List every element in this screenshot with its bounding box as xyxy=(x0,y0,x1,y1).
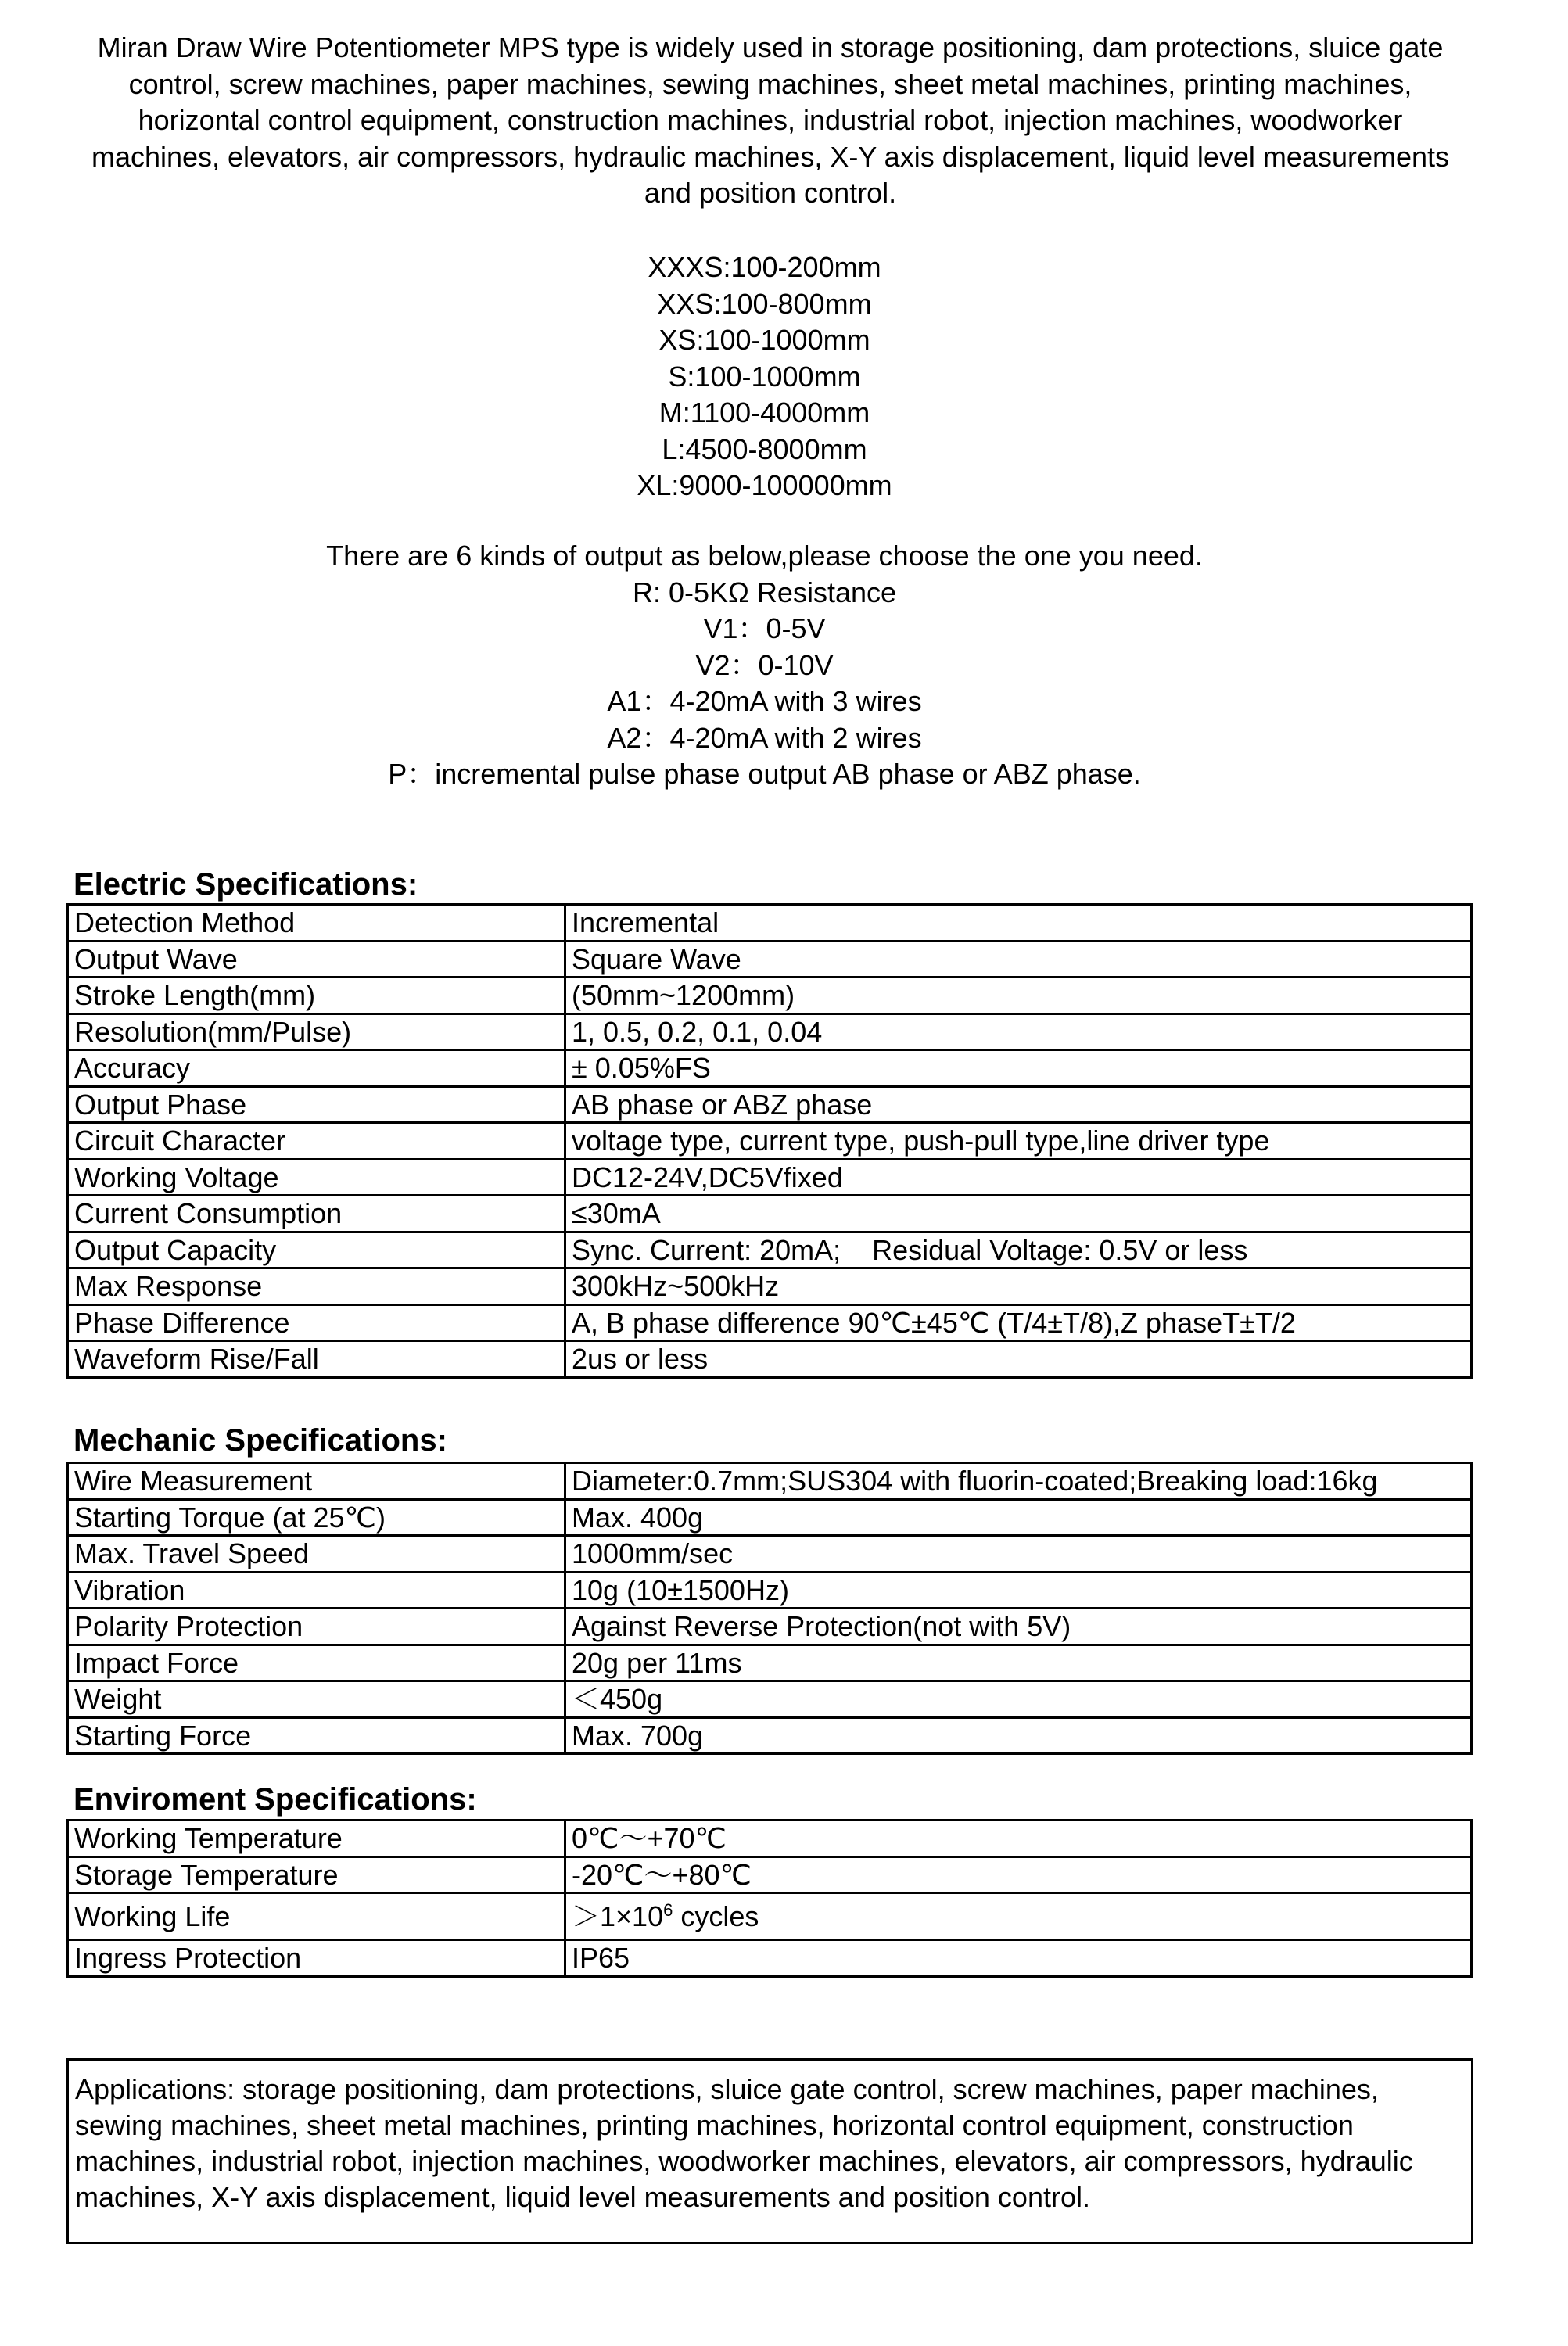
table-row xyxy=(68,1463,1472,1500)
spec-value: Incremental xyxy=(565,905,1472,942)
spec-value: Diameter:0.7mm;SUS304 with fluorin-coated;Breaking load:16kg xyxy=(565,1463,1472,1500)
output-item: A2：4-20mA with 2 wires xyxy=(607,721,922,754)
spec-label: Output Wave xyxy=(68,941,565,978)
spec-label: Polarity Protection xyxy=(68,1609,565,1645)
spec-label: Detection Method xyxy=(68,905,565,942)
spec-label: Accuracy xyxy=(68,1050,565,1087)
table-row xyxy=(68,1820,1472,1857)
table-row xyxy=(68,941,1472,978)
spec-label: Vibration xyxy=(68,1572,565,1609)
table-row xyxy=(68,1940,1472,1977)
spec-label: Current Consumption xyxy=(68,1196,565,1232)
range-item: XXS:100-800mm xyxy=(657,287,872,320)
environment-spec-title: Enviroment Specifications: xyxy=(74,1782,477,1817)
spec-label: Circuit Character xyxy=(68,1123,565,1160)
mechanic-spec-table xyxy=(66,1462,1473,1755)
spec-value: AB phase or ABZ phase xyxy=(565,1086,1472,1123)
spec-value-suffix: cycles xyxy=(673,1900,759,1932)
spec-value: ± 0.05%FS xyxy=(565,1050,1472,1087)
spec-value: 2us or less xyxy=(565,1341,1472,1378)
spec-value: 1, 0.5, 0.2, 0.1, 0.04 xyxy=(565,1013,1472,1050)
range-item: M:1100-4000mm xyxy=(658,396,870,429)
spec-value: -20℃～+80℃ xyxy=(565,1856,1472,1893)
spec-label: Weight xyxy=(68,1681,565,1718)
output-heading: There are 6 kinds of output as below,please choose the one you need. xyxy=(326,540,1203,572)
spec-value: ≤30mA xyxy=(565,1196,1472,1232)
spec-value-exponent: 6 xyxy=(663,1900,673,1920)
table-row xyxy=(68,1499,1472,1536)
spec-value: IP65 xyxy=(565,1940,1472,1977)
spec-label: Storage Temperature xyxy=(68,1856,565,1893)
table-row xyxy=(68,1232,1472,1268)
intro-paragraph: Miran Draw Wire Potentiometer MPS type is widely used in storage positioning, dam protections, sluice gate control, screw machines, paper machines, sewing machines, sheet metal machines, printing machines, horizontal control equipment, construction machines, industrial robot, injection machines, woodworker machines, elevators, air compressors, hydraulic machines, X-Y axis displacement, liquid level measurements and position control. xyxy=(91,31,1450,209)
mechanic-spec-title: Mechanic Specifications: xyxy=(74,1423,447,1458)
table-row xyxy=(68,1893,1472,1940)
table-row xyxy=(68,1717,1472,1754)
applications-text: Applications: storage positioning, dam protections, sluice gate control, screw machines, paper machines, sewing machines, sheet metal machines, printing machines, horizontal control equipment, construction machines, industrial robot, injection machines, woodworker machines, elevators, air compressors, hydraulic machines, X-Y axis displacement, liquid level measurements and position control. xyxy=(75,2073,1413,2213)
output-item: R: 0-5KΩ Resistance xyxy=(632,576,897,608)
table-row xyxy=(68,1681,1472,1718)
range-item: XL:9000-100000mm xyxy=(637,469,892,501)
table-row xyxy=(68,905,1472,942)
spec-label: Max Response xyxy=(68,1268,565,1305)
spec-label: Output Phase xyxy=(68,1086,565,1123)
spec-label: Starting Torque (at 25℃) xyxy=(68,1499,565,1536)
spec-value-prefix: ＞1×10 xyxy=(572,1900,664,1932)
spec-value: 0℃～+70℃ xyxy=(565,1820,1472,1857)
spec-value: voltage type, current type, push-pull type,line driver type xyxy=(565,1123,1472,1160)
spec-label: Impact Force xyxy=(68,1645,565,1681)
spec-value: (50mm~1200mm) xyxy=(565,978,1472,1014)
spec-label: Waveform Rise/Fall xyxy=(68,1341,565,1378)
table-row xyxy=(68,1572,1472,1609)
electric-spec-table xyxy=(66,903,1473,1379)
spec-value: A, B phase difference 90℃±45℃ (T/4±T/8),Z phaseT±T/2 xyxy=(565,1304,1472,1341)
spec-label: Output Capacity xyxy=(68,1232,565,1268)
spec-label: Working Life xyxy=(68,1893,565,1940)
electric-spec-title: Electric Specifications: xyxy=(74,867,418,902)
output-item: V2：0-10V xyxy=(695,648,834,681)
table-row xyxy=(68,1013,1472,1050)
range-item: XXXS:100-200mm xyxy=(648,251,881,283)
table-row xyxy=(68,978,1472,1014)
output-item: A1：4-20mA with 3 wires xyxy=(607,685,922,717)
table-row xyxy=(68,1645,1472,1681)
spec-value: Max. 400g xyxy=(565,1499,1472,1536)
spec-label: Starting Force xyxy=(68,1717,565,1754)
table-row xyxy=(68,1050,1472,1087)
table-row xyxy=(68,1536,1472,1573)
spec-label: Max. Travel Speed xyxy=(68,1536,565,1573)
output-options xyxy=(0,538,1529,793)
spec-value: 300kHz~500kHz xyxy=(565,1268,1472,1305)
table-row xyxy=(68,1856,1472,1893)
table-row xyxy=(68,1086,1472,1123)
range-item: S:100-1000mm xyxy=(668,360,861,393)
spec-label: Stroke Length(mm) xyxy=(68,978,565,1014)
spec-value xyxy=(565,1893,1472,1940)
table-row xyxy=(68,1268,1472,1305)
output-item: V1：0-5V xyxy=(703,612,826,644)
spec-value: DC12-24V,DC5Vfixed xyxy=(565,1159,1472,1196)
spec-label: Resolution(mm/Pulse) xyxy=(68,1013,565,1050)
spec-value: Sync. Current: 20mA; Residual Voltage: 0.5V or less xyxy=(565,1232,1472,1268)
spec-label: Ingress Protection xyxy=(68,1940,565,1977)
table-row xyxy=(68,1159,1472,1196)
table-row xyxy=(68,1304,1472,1341)
range-item: L:4500-8000mm xyxy=(662,432,867,465)
spec-value: 20g per 11ms xyxy=(565,1645,1472,1681)
spec-label: Phase Difference xyxy=(68,1304,565,1341)
output-item: P：incremental pulse phase output AB phase or ABZ phase. xyxy=(388,758,1141,790)
stroke-range-list xyxy=(0,249,1529,504)
spec-label: Working Voltage xyxy=(68,1159,565,1196)
table-row xyxy=(68,1196,1472,1232)
spec-value: Max. 700g xyxy=(565,1717,1472,1754)
spec-value: 1000mm/sec xyxy=(565,1536,1472,1573)
applications-box xyxy=(66,2058,1473,2244)
environment-spec-table xyxy=(66,1819,1473,1978)
spec-value: Square Wave xyxy=(565,941,1472,978)
spec-value: ＜450g xyxy=(565,1681,1472,1718)
range-item: XS:100-1000mm xyxy=(658,324,870,356)
spec-label: Working Temperature xyxy=(68,1820,565,1857)
spec-label: Wire Measurement xyxy=(68,1463,565,1500)
table-row xyxy=(68,1123,1472,1160)
table-row xyxy=(68,1609,1472,1645)
spec-value: 10g (10±1500Hz) xyxy=(565,1572,1472,1609)
table-row xyxy=(68,1341,1472,1378)
spec-value: Against Reverse Protection(not with 5V) xyxy=(565,1609,1472,1645)
